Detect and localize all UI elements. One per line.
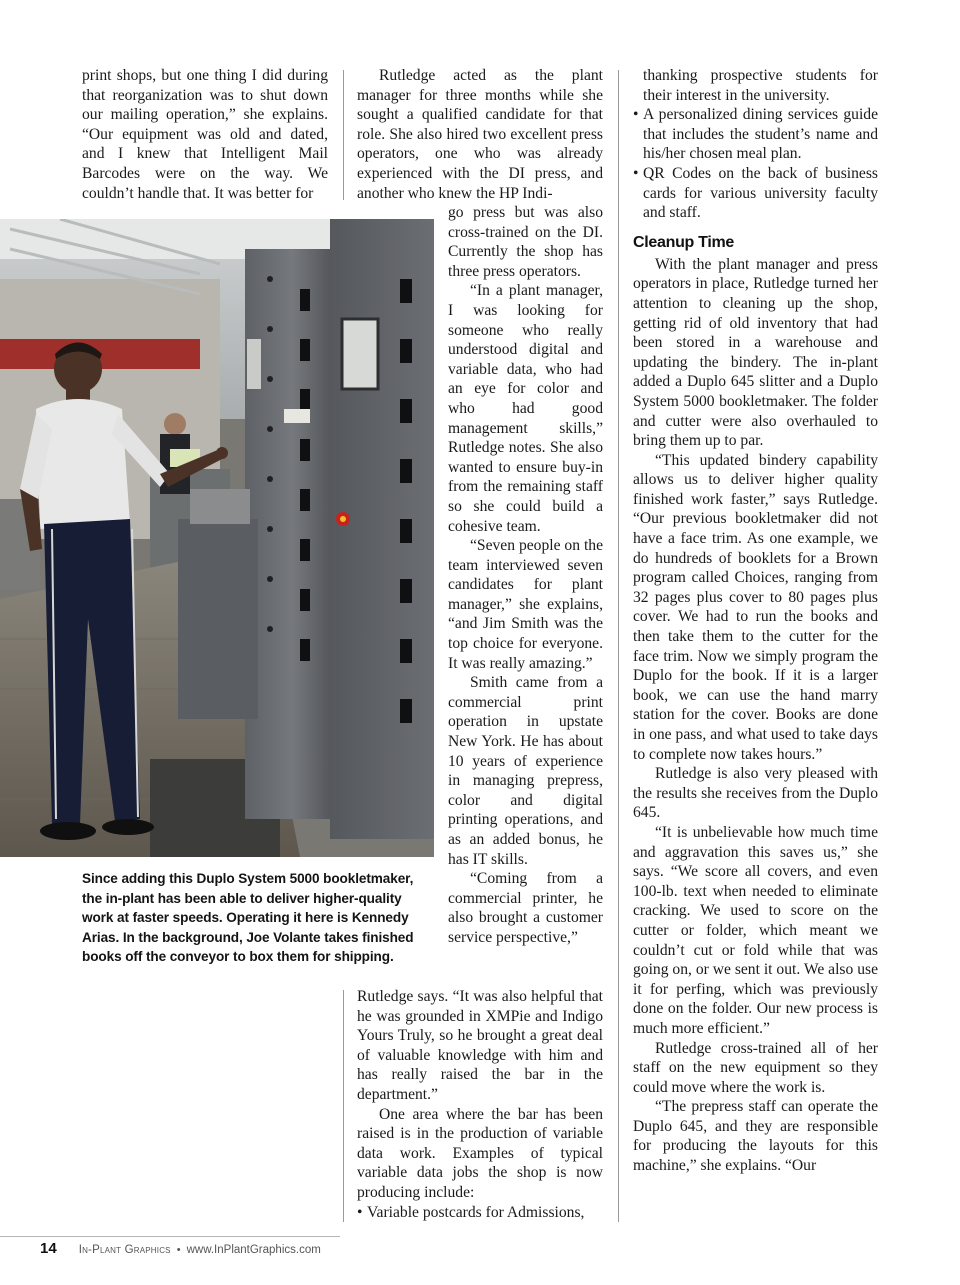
paragraph: Smith came from a commercial print operation in upstate New York. He has about 10 years of experience in managing prepress, color and digital printing operations, and as an added bonus, he has IT skills.	[448, 674, 603, 868]
page-footer	[40, 1240, 321, 1262]
paragraph: print shops, but one thing I did during that reorganization was to shut down our mailing operation,” she explains. “Our equipment was old and dated, and I knew that Intelligent Mail Barcodes were on the way. We couldn’t handle that. It was better for	[82, 67, 328, 202]
page-number: 14	[40, 1240, 57, 1257]
column-2-top-text	[357, 66, 603, 203]
variable-data-bullet-list	[357, 1203, 603, 1223]
photo-caption: Since adding this Duplo System 5000 bookletmaker, the in-plant has been able to deliver higher-quality work at faster speeds. Operating it here is Kennedy Arias. In the background, Joe Volante takes finished books off the conveyor to box them for shipping.	[82, 871, 414, 965]
paragraph: “The prepress staff can operate the Duplo 645, and they are responsible for producing the layouts for this machine,” she explains. “Our	[633, 1098, 878, 1175]
paragraph: Rutledge says. “It was also helpful that he was grounded in XMPie and Indigo Yours Truly, so he brought a great deal of valuable knowledge with him and has really raised the bar in the department.”	[357, 988, 603, 1103]
column-2-bottom-paragraphs	[357, 987, 603, 1203]
paragraph: “It is unbelievable how much time and aggravation this saves us,” she says. “We score all covers, and even 100-lb. text when needed to eliminate cracking. We used to score on the cutter or folder, which meant we couldn’t cut or fold while that was going on, or we sent it out. We also use it for perfing, which was previously done on the folder. Our new process is much more efficient.”	[633, 823, 878, 1037]
column-2-wrap-text	[448, 203, 603, 948]
paragraph: One area where the bar has been raised is in the production of variable data work. Examples of typical variable data jobs the shop is now producing include:	[357, 1105, 603, 1201]
column-3-text	[633, 66, 878, 1176]
paragraph: With the plant manager and press operators in place, Rutledge turned her attention to cleaning up the shop, getting rid of old inventory that had been stored in a warehouse and updating the bindery. The in-plant added a Duplo 645 slitter and a Duplo System 5000 bookletmaker. The folder and cutter were also overhauled to bring them up to par.	[633, 255, 878, 450]
paragraph: “In a plant manager, I was looking for someone who really understood digital and variable data, who had an eye for color and who had good management skills,” Rutledge notes. She also wanted to ensure buy-in from the remaining staff so she could build a cohesive team.	[448, 282, 603, 535]
publication-name: In-Plant Graphics	[78, 1244, 171, 1256]
bullet-continuation: thanking prospective students for their interest in the university.	[643, 67, 878, 104]
website-link[interactable]: www.InPlantGraphics.com	[186, 1244, 321, 1256]
variable-data-bullet-list-continued	[633, 105, 878, 223]
cleanup-section-paragraphs	[633, 255, 878, 1176]
column-2-bottom-text	[357, 987, 603, 1222]
bookletmaker-photo	[0, 219, 434, 857]
paragraph: go press but was also cross-trained on the DI. Currently the shop has three press operators.	[448, 204, 603, 280]
column-divider	[618, 70, 619, 1222]
paragraph: Rutledge cross-trained all of her staff on the new equipment so they could move where the work is.	[633, 1039, 878, 1096]
paragraph: Rutledge acted as the plant manager for three months while she sought a qualified candidate for that role. She also hired two excellent press operators, one who was already experienced with the DI press, and another who knew the HP Indi-	[357, 67, 603, 202]
column-1-top-text	[82, 66, 328, 203]
paragraph: Rutledge is also very pleased with the results she receives from the Duplo 645.	[633, 765, 878, 822]
column-divider	[343, 990, 344, 1222]
paragraph: “Coming from a commercial printer, he also brought a customer service perspective,”	[448, 870, 603, 946]
footer-rule	[0, 1236, 340, 1237]
column-divider	[343, 70, 344, 200]
bullet-item: • A personalized dining services guide that includes the student’s name and his/her chosen meal plan.	[633, 105, 878, 164]
bullet-item: • Variable postcards for Admissions,	[357, 1203, 603, 1223]
footer-separator: •	[176, 1244, 181, 1256]
subheading: Cleanup Time	[633, 233, 735, 251]
bullet-item: • QR Codes on the back of business cards for various university faculty and staff.	[633, 164, 878, 223]
paragraph: “This updated bindery capability allows us to deliver higher quality finished work faster,” says Rutledge. “Our previous bookletmaker did not have a face trim. As one example, we do hundreds of booklets for a Brown program called Choices, ranging from 32 pages plus cover to 80 pages plus cover. We had to run the books and then take them to the cutter for the face trim. Now we simply program the Duplo for the book. If it is a larger book, we can use the hand marry station for the cover. Books are done in one pass, and what used to take days to complete now takes hours.”	[633, 451, 878, 763]
paragraph: “Seven people on the team interviewed seven candidates for plant manager,” she explains, “and Jim Smith was the top choice for everyone. It was really amazing.”	[448, 537, 603, 672]
